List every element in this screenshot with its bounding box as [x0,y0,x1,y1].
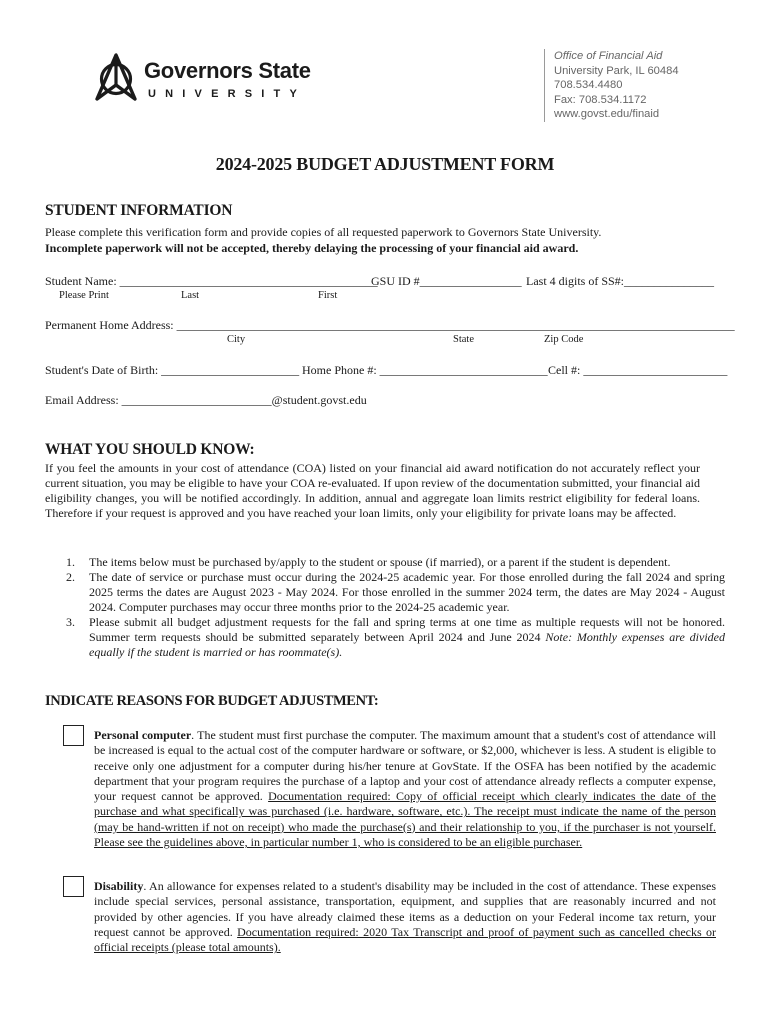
city-hint: City [227,334,246,345]
personal-computer-reason [94,728,716,850]
please-print-hint: Please Print [59,290,109,301]
reasons-heading: INDICATE REASONS FOR BUDGET ADJUSTMENT: [45,693,379,709]
logo-name: Governors State [144,58,311,83]
cell-phone-field[interactable]: Cell #: ________________________ [548,363,728,377]
student-info-warning: Incomplete paperwork will not be accepted, thereby delaying the processing of your financial aid award. [45,241,579,255]
disability-text: . An allowance for expenses related to a student's disability may be included in the cost of attendance. These expenses include special services, personal assistance, transportation, equipment, and supplies that are reasonably incurred and not provided by other agencies. If you have already claimed these items as a deduction on your Federal income tax return, your request cannot be approved. [94,879,716,939]
list-item-number: 1. [66,555,75,569]
email-field[interactable]: Email Address: _________________________@student.govst.edu [45,393,367,407]
personal-computer-text: . The student must first purchase the computer. The maximum amount that a student's cost of attendance will be increased is equal to the actual cost of the computer hardware or software, or $2,000, whichever is less. A student is eligible to receive only one adjustment for a computer during his/her tenure at GovState. If the OSFA has been notified by the academic department that your program requires the purchase of a laptop and your cost of attendance already reflects a computer expense, your request cannot be approved. [94,728,716,804]
student-info-intro: Please complete this verification form and provide copies of all requested paperwork to Governors State University. [45,225,602,239]
list-item [45,570,725,615]
list-item-note: Note: Monthly expenses are divided equally if the student is married or has roommate(s). [89,630,726,659]
header-divider [544,49,545,122]
list-item-number: 3. [66,615,75,629]
disability-doc-required: Documentation required: 2020 Tax Transcript and proof of payment such as cancelled checks or official receipts (please total amounts). [94,924,716,955]
list-item [45,555,725,570]
list-item-text: Please submit all budget adjustment requests for the fall and spring terms at one time as multiple requests will not be honored. Summer term requests should be submitted separately between April 2024 and June 2024 [89,615,725,644]
what-to-know-paragraph: If you feel the amounts in your cost of attendance (COA) listed on your financial aid award notification do not accurately reflect your current situation, you may be eligible to have your COA re-evaluated. If upon review of the documentation submitted, your financial aid eligibility changes, you will be notified accordingly. In addition, annual and aggregate loan limits restrict eligibility for federal loans. Therefore if your request is approved and you have reached your loan limits, only your eligibility for private loans may be affected. [45,461,700,520]
logo-university: UNIVERSITY [148,88,307,100]
student-name-field[interactable]: Student Name: ___________________________________________ [45,274,378,288]
home-phone-field[interactable]: Home Phone #: ____________________________ [302,363,548,377]
disability-reason [94,879,716,955]
disability-title: Disability [94,879,144,893]
guidelines-list [45,555,725,660]
office-name: Office of Financial Aid [554,50,663,62]
student-info-heading: STUDENT INFORMATION [45,202,233,219]
list-item [45,615,725,660]
gsu-id-field[interactable]: GSU ID #_________________ [371,274,522,288]
form-title: 2024-2025 BUDGET ADJUSTMENT FORM [215,154,555,174]
office-phone: 708.534.4480 [554,79,623,92]
state-hint: State [453,334,474,345]
university-logo-icon [93,52,139,104]
ssn-last4-field[interactable]: Last 4 digits of SS#:_______________ [526,274,715,288]
personal-computer-doc-required: Documentation required: Copy of official receipt which clearly indicates the date of the purchase and what specifically was purchased (i.e. hardware, software, etc.). The receipt must indicate the name of the person (may be hand-written if not on receipt) who made the purchase(s) and their relationship to you, if the purchaser is not yourself. Please see the guidelines above, in particular number 1, who is considered to be an eligible purchaser. [94,789,716,850]
dob-field[interactable]: Student's Date of Birth: _______________________ [45,363,300,377]
list-item-text: The date of service or purchase must occur during the 2024-25 academic year. For those enrolled during the fall 2024 and spring 2025 terms the dates are August 2023 - May 2024. For those enrolled in the summer 2024 term, the dates are May 2024 - August 2024. Computer purchases may occur three months prior to the 2024-25 academic year. [89,570,725,614]
office-fax: Fax: 708.534.1172 [554,93,647,106]
office-website: www.govst.edu/finaid [554,108,660,121]
first-name-hint: First [318,290,338,301]
personal-computer-title: Personal computer [94,728,192,742]
zip-hint: Zip Code [544,334,584,345]
list-item-number: 2. [66,570,75,584]
home-address-field[interactable]: Permanent Home Address: _____________________________________________________________________________________________ [45,318,735,332]
disability-checkbox[interactable] [63,876,84,897]
office-contact-block [554,49,679,122]
what-to-know-heading: WHAT YOU SHOULD KNOW: [45,441,255,458]
personal-computer-checkbox[interactable] [63,725,84,746]
last-name-hint: Last [181,290,200,301]
list-item-text: The items below must be purchased by/apply to the student or spouse (if married), or a parent if the student is dependent. [89,555,671,569]
office-address: University Park, IL 60484 [554,64,679,77]
